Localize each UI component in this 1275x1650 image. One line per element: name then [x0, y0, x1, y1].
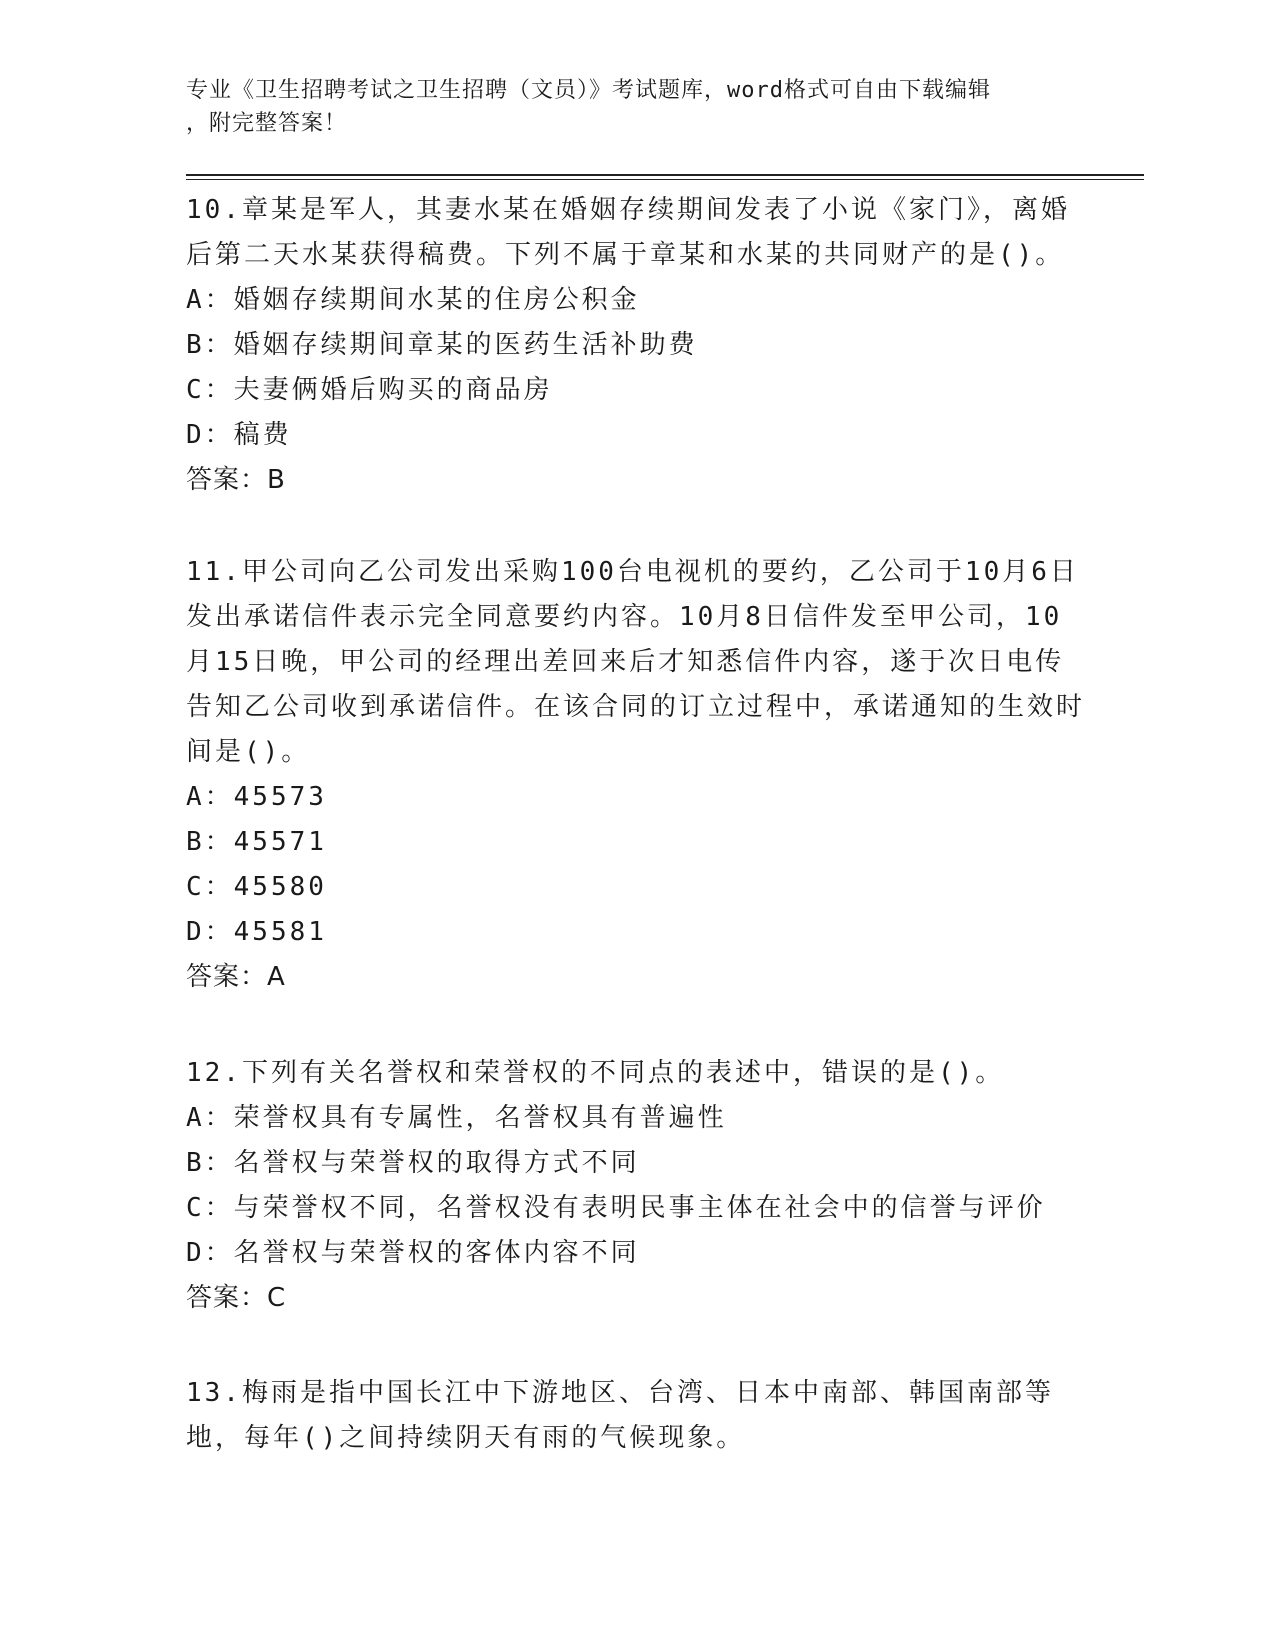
answer: 答案：A: [186, 962, 286, 992]
answer: 答案：B: [186, 465, 286, 495]
header-line-1: 专业《卫生招聘考试之卫生招聘（文员）》考试题库，word格式可自由下载编辑: [186, 78, 991, 103]
option-a: A：45573: [186, 782, 327, 812]
question-11: [186, 550, 1086, 1000]
header-divider: [186, 174, 1144, 180]
option-b: B：名誉权与荣誉权的取得方式不同: [186, 1148, 640, 1178]
question-stem: 12.下列有关名誉权和荣誉权的不同点的表述中，错误的是()。: [186, 1058, 1005, 1088]
option-a: A：荣誉权具有专属性，名誉权具有普遍性: [186, 1103, 727, 1133]
question-stem: 10.章某是军人，其妻水某在婚姻存续期间发表了小说《家门》，离婚后第二天水某获得稿费。下列不属于章某和水某的共同财产的是()。: [186, 195, 1070, 270]
option-d: D：45581: [186, 917, 327, 947]
question-12: [186, 1051, 1086, 1321]
option-c: C：45580: [186, 872, 327, 902]
answer: 答案：C: [186, 1283, 287, 1313]
option-c: C：夫妻俩婚后购买的商品房: [186, 375, 553, 405]
question-stem: 11.甲公司向乙公司发出采购100台电视机的要约，乙公司于10月6日发出承诺信件表示完全同意要约内容。10月8日信件发至甲公司，10月15日晚，甲公司的经理出差回来后才知悉信件内容，遂于次日电传告知乙公司收到承诺信件。在该合同的订立过程中，承诺通知的生效时间是()。: [186, 557, 1086, 767]
option-a: A：婚姻存续期间水某的住房公积金: [186, 285, 640, 315]
header-line-2: ，附完整答案！: [186, 111, 348, 136]
document-header: [186, 74, 1086, 140]
option-c: C：与荣誉权不同，名誉权没有表明民事主体在社会中的信誉与评价: [186, 1193, 1046, 1223]
option-d: D：名誉权与荣誉权的客体内容不同: [186, 1238, 640, 1268]
question-13: [186, 1371, 1086, 1461]
option-b: B：婚姻存续期间章某的医药生活补助费: [186, 330, 698, 360]
option-b: B：45571: [186, 827, 327, 857]
question-stem: 13.梅雨是指中国长江中下游地区、台湾、日本中南部、韩国南部等地，每年()之间持续阴天有雨的气候现象。: [186, 1378, 1054, 1453]
question-10: [186, 188, 1086, 503]
option-d: D：稿费: [186, 420, 292, 450]
